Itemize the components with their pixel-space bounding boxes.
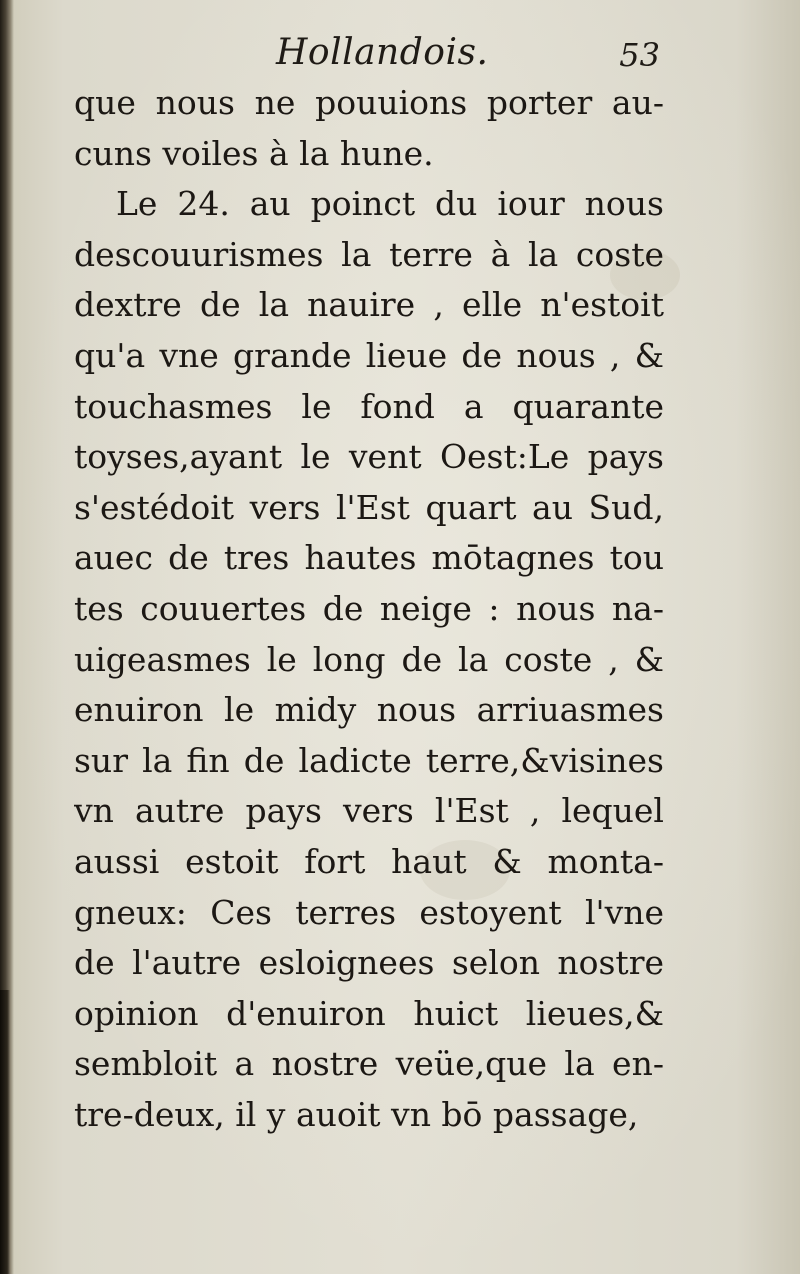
text-line: gneux: Ces terres estoyent l'vne [74,892,664,932]
text-line: aussi estoit fort haut & monta- [74,841,664,881]
text-line: toyses,ayant le vent Oest:Le pays [74,437,664,477]
text-line: sembloit a nostre veüe,que la en- [74,1044,664,1084]
text-line: tre-deux, il y auoit vn bō passage, [74,1094,639,1134]
text-line: tes couuertes de neige : nous na- [74,588,664,628]
text-line: vn autre pays vers l'Est , lequel [74,791,664,831]
text-line: descouurismes la terre à la coste [74,234,664,274]
text-line: auec de tres hautes mōtagnes tou [74,538,664,578]
running-title: Hollandois. [276,32,489,73]
text-line: uigeasmes le long de la coste , & [74,639,664,679]
text-line: Le 24. au poinct du iour nous [116,184,664,224]
text-line: enuiron le midy nous arriuasmes [74,690,664,730]
text-line: touchasmes le fond a quarante [74,386,664,426]
text-line: cuns voiles à la hune. [74,133,434,173]
text-line: sur la fin de ladicte terre,&visines [74,740,664,780]
text-line: opinion d'enuiron huict lieues,& [74,993,664,1033]
page-number: 53 [619,36,660,74]
text-line: dextre de la nauire , elle n'estoit [74,285,664,325]
page-binding-edge [0,0,14,1274]
page-header [70,32,660,82]
text-line: de l'autre esloignees selon nostre [74,943,664,983]
text-line: que nous ne pouuions porter au- [74,83,664,122]
text-line: s'estédoit vers l'Est quart au Sud, [74,487,664,527]
body-text [74,78,664,1140]
text-line: qu'a vne grande lieue de nous , & [74,335,664,375]
